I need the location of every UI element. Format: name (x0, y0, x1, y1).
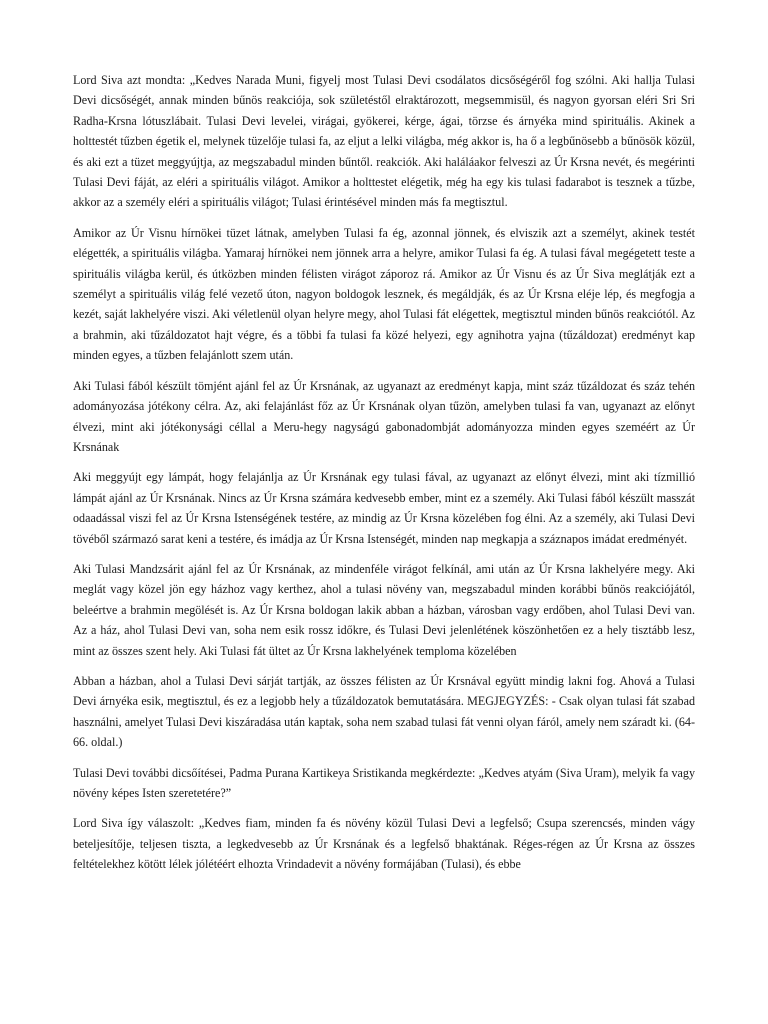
paragraph-tulasi-house: Abban a házban, ahol a Tulasi Devi sárját tartják, az összes félisten az Úr Krsnával együtt mindig lakni fog. Ahová a Tulasi Devi árnyéka esik, megtisztul, és ez a legjobb hely a tűzáldozatok bemutatására. MEGJEGYZÉS: - Csak olyan tulasi fát szabad használni, amelyet Tulasi Devi kiszáradása után kaptak, soha nem szabad tulasi fát venni olyan fáról, amely nem száradt ki. (64-66. oldal.) (73, 673, 695, 750)
paragraph-tulasi-incense: Aki Tulasi fából készült tömjént ajánl fel az Úr Krsnának, az ugyanazt az eredményt kapja, mint száz tűzáldozat és száz tehén adományozása jótékony célra. Az, aki felajánlást főz az Úr Krsnának olyan tűzön, amelyben tulasi fa van, ugyanazt az előnyt élvezi, mint aki jótékonysági céllal a Meru-hegy nagyságú gabonadombját adományozza minden egyes szeméért az Úr Krsnának (73, 378, 695, 454)
paragraph-lord-siva-narada: Lord Siva azt mondta: „Kedves Narada Muni, figyelj most Tulasi Devi csodálatos dicsőségéről fog szólni. Aki hallja Tulasi Devi dicsőségét, annak minden bűnös reakciója, sok születéstől elraktározott, megsemmisül, és nagyon gyorsan eléri Sri Sri Radha-Krsna lótuszlábait. Tulasi Devi levelei, virágai, gyökerei, kérge, ágai, törzse és árnyéka mind spirituális. Akinek a holttestét tűzben égetik el, melynek tüzelője tulasi fa, az eljut a lelki világba, még akkor is, ha ő a legbűnösebb a bűnösök közül, és aki ezt a tüzet meggyújtja, az megszabadul minden bűntől. reakciók. Aki haláláakor felveszi az Úr Krsna nevét, és megérinti Tulasi Devi fáját, az eléri a spirituális világot. Amikor a holttestet elégetik, még ha egy kis tulasi fadarabot is tesznek a tűzbe, akkor az a személy eléri a spirituális világot; Tulasi érintésével minden más fa megtisztul. (73, 73, 695, 210)
paragraph-tulasi-lamp: Aki meggyújt egy lámpát, hogy felajánlja az Úr Krsnának egy tulasi fával, az ugyanazt az előnyt élvezi, mint aki tízmillió lámpát ajánl az Úr Krsnának. Nincs az Úr Krsna számára kedvesebb ember, mint ez a személy. Aki Tulasi fából készült masszát odaadással viszi fel az Úr Krsna Istenségének testére, az mindig az Úr Krsna közelében fog élni. Az a személy, aki Tulasi Devi tövéből származó sarat keni a testére, és imádja az Úr Krsna Istenségét, minden nap megkapja a száznapos imádat eredményét. (73, 470, 695, 546)
paragraph-lord-siva-answer: Lord Siva így válaszolt: „Kedves fiam, minden fa és növény közül Tulasi Devi a legfelső; Csupa szerencsés, minden vágy beteljesítője, teljesen tiszta, a legkedvesebb az Úr Krsnának és a legfelső bhaktának. Réges-régen az Úr Krsna az összes feltételekhez kötött lélek jólétéért elhozta Vrindadevit a növény formájában (Tulasi), és ebbe (73, 816, 695, 872)
paragraph-visnu-messengers: Amikor az Úr Visnu hírnökei tüzet látnak, amelyben Tulasi fa ég, azonnal jönnek, és elviszik azt a személyt, akinek testét elégették, a spirituális világba. Yamaraj hírnökei nem jönnek arra a helyre, amikor Tulasi fa ég. A tulasi fával megégetett teste a spirituális világba kerül, és útközben minden félisten virágot záporoz rá. Amikor az Úr Visnu és az Úr Siva meglátják ezt a személyt a spirituális világ felé vezető úton, nagyon boldogok lesznek, és megáldják, és az Úr Krsna eléje lép, és megfogja a kezét, saját lakhelyére viszi. Aki véletlenül olyan helyre megy, ahol Tulasi fát elégettek, megtisztul minden bűnös reakciótól. Az a brahmin, aki tűzáldozatot hajt végre, és a többi fa tulasi fa közé helyezi, egy agnihotra yajna (tűzáldozat) eredményt kap minden egyes, a tűzben felajánlott szem után. (73, 225, 695, 363)
paragraph-tulasi-manjari: Aki Tulasi Mandzsárit ajánl fel az Úr Krsnának, az mindenféle virágot felkínál, ami után az Úr Krsna lakhelyére megy. Aki meglát vagy közel jön egy házhoz vagy kerthez, ahol a tulasi növény van, megszabadul minden korábbi bűnös reakciójától, beleértve a brahmin megölését is. Az Úr Krsna boldogan lakik abban a házban, városban vagy erdőben, ahol Tulasi Devi van. Az a ház, ahol Tulasi Devi van, soha nem esik rossz időkre, és Tulasi Devi jelenlétének köszönhetően ez a hely tisztább lesz, mint az összes szent hely. Aki Tulasi fát ültet az Úr Krsna lakhelyének temploma közelében (73, 561, 695, 658)
paragraph-padma-purana-question: Tulasi Devi további dicsőítései, Padma Purana Kartikeya Sristikanda megkérdezte: „Kedves atyám (Siva Uram), melyik fa vagy növény képes Isten szeretetére?” (73, 765, 695, 800)
document-page (73, 70, 695, 885)
